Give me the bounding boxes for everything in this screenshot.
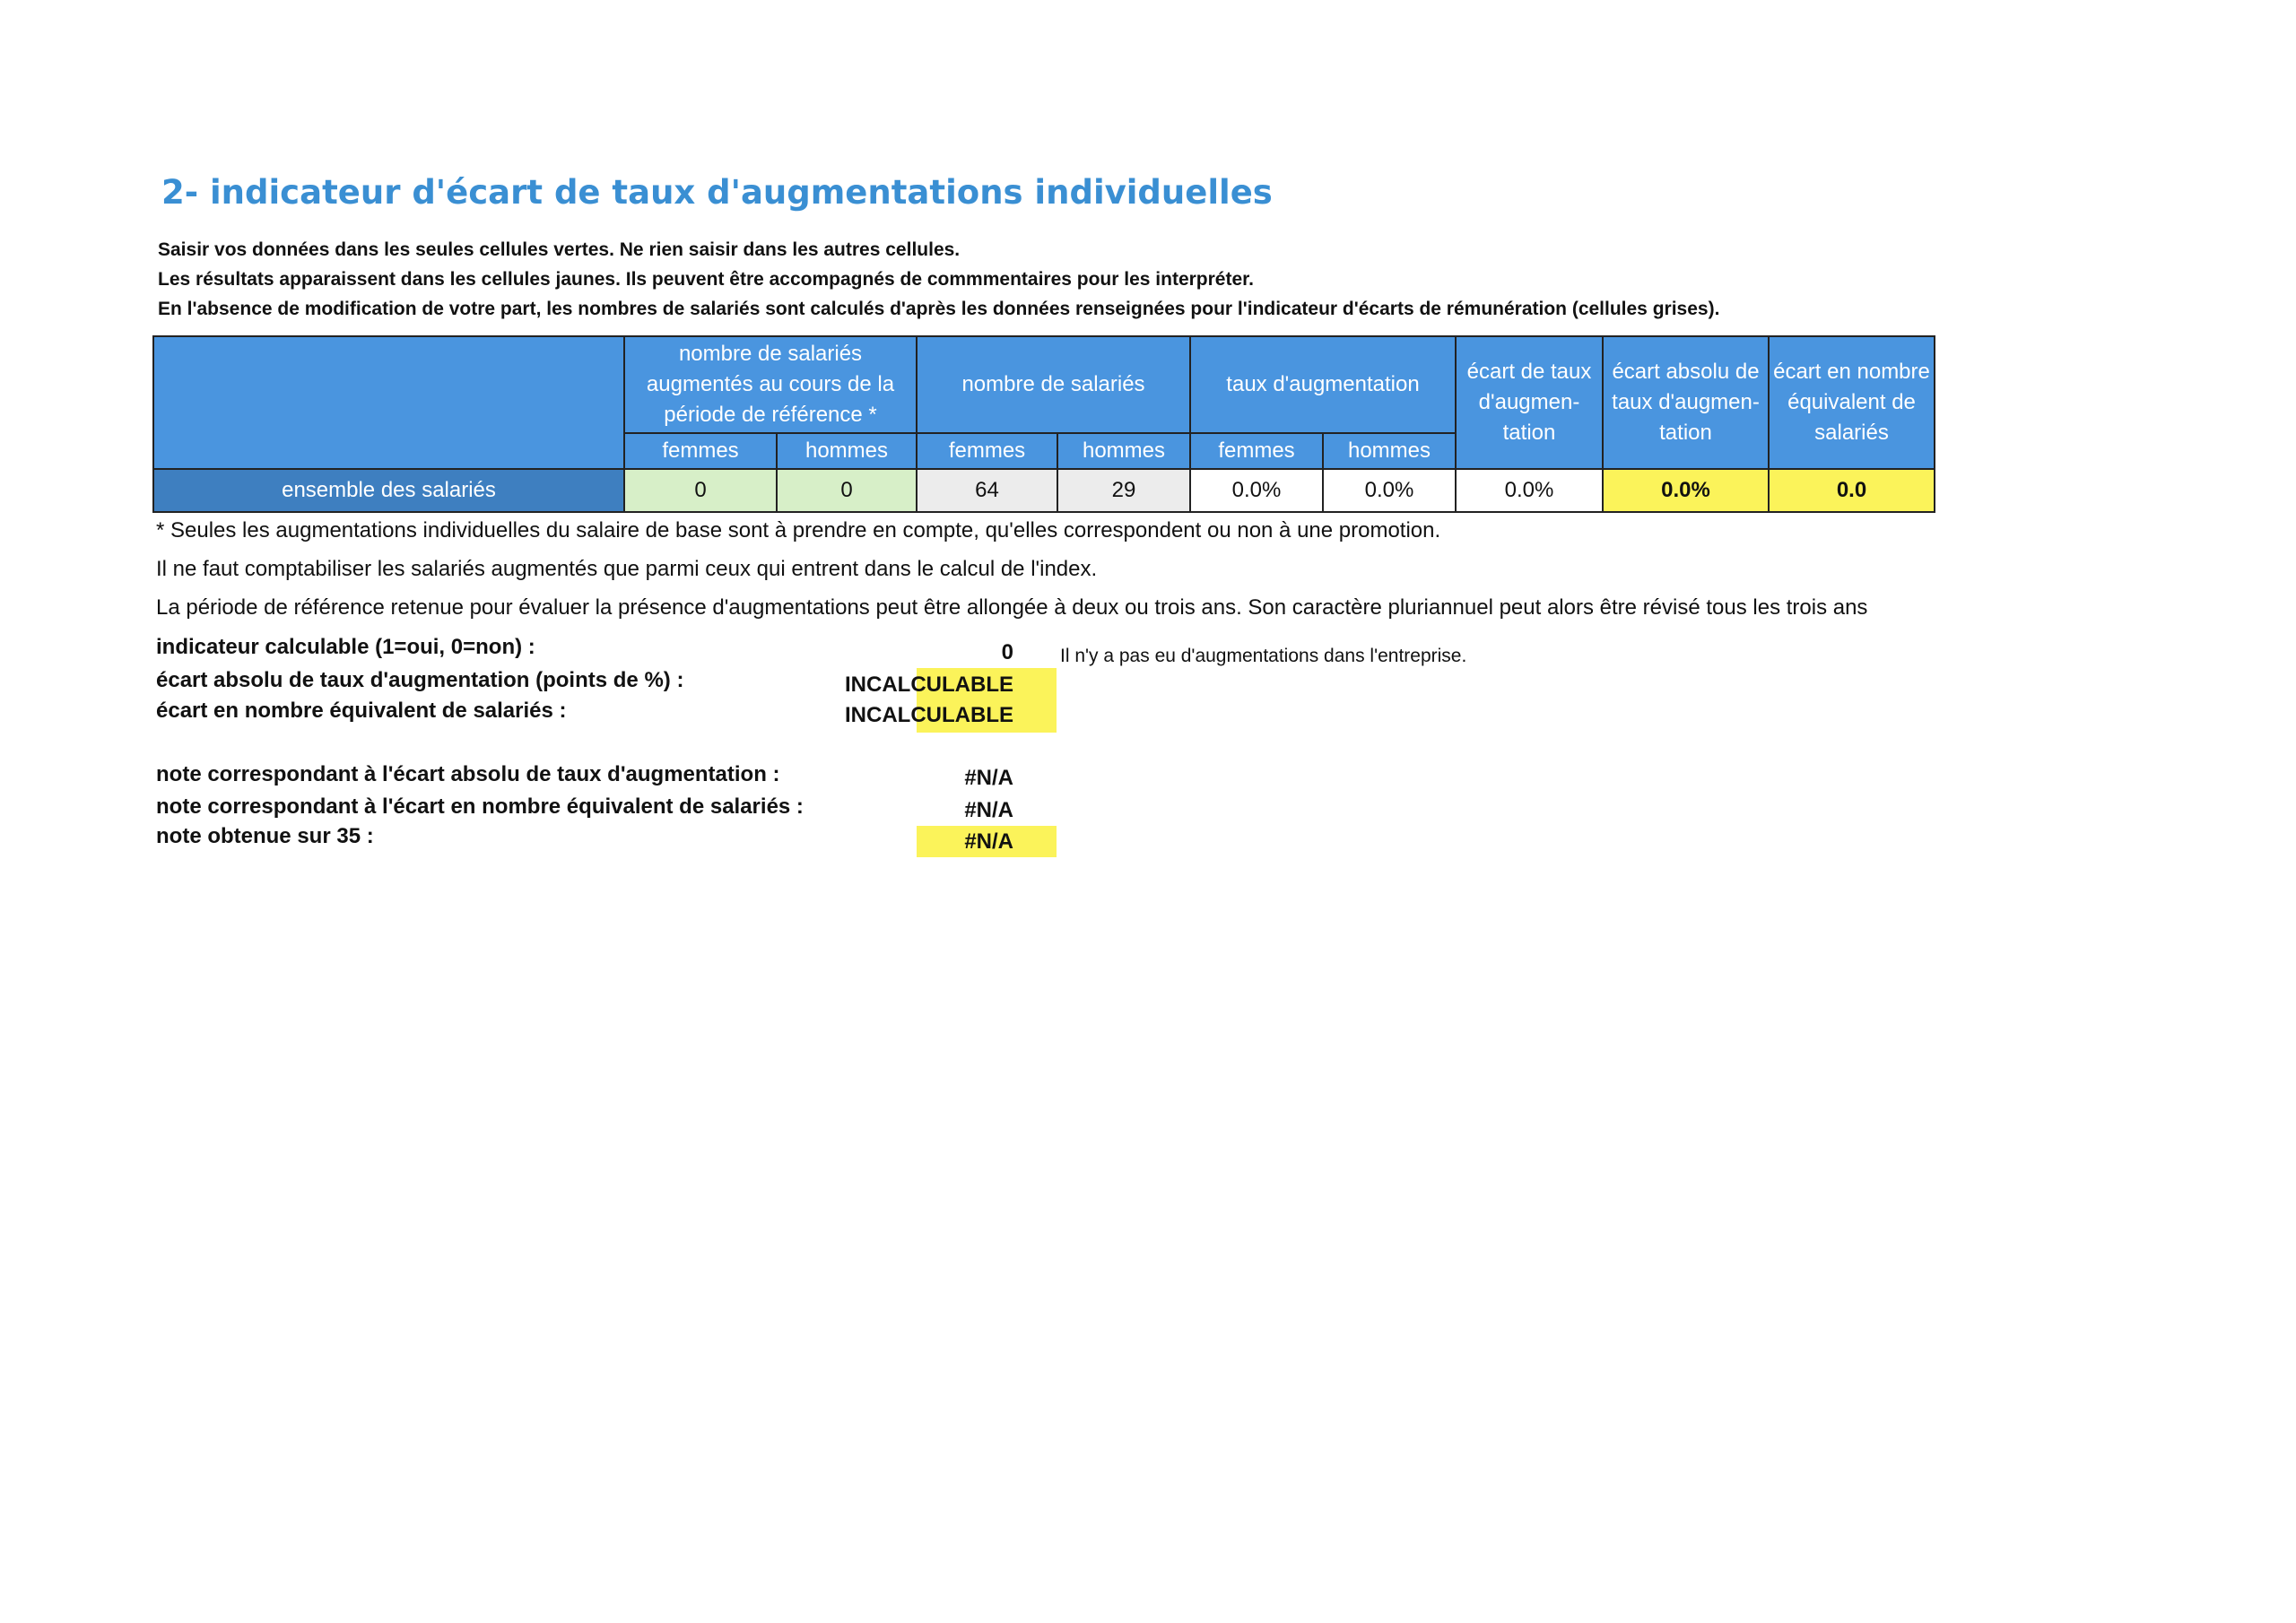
instruction-line: En l'absence de modification de votre part, les nombres de salariés sont calculés d'après les données renseignées pour l'indicateur d'écarts de rémunération (cellules grises). — [158, 299, 1720, 319]
rate-women-cell: 0.0% — [1190, 469, 1323, 512]
subheader-men: hommes — [777, 433, 917, 469]
note-total-label: note obtenue sur 35 : — [156, 824, 374, 848]
augmentation-table — [152, 335, 1935, 513]
footnote: * Seules les augmentations individuelles du salaire de base sont à prendre en compte, qu'elles correspondent ou non à une promotion. — [156, 518, 1441, 542]
note-abs-value: #N/A — [964, 766, 1013, 790]
gap-cell: 0.0% — [1456, 469, 1603, 512]
note-abs-label: note correspondant à l'écart absolu de taux d'augmentation : — [156, 762, 780, 786]
subheader-men: hommes — [1323, 433, 1456, 469]
note-equiv-value: #N/A — [964, 798, 1013, 822]
subheader-women: femmes — [1190, 433, 1323, 469]
abs-gap-value: INCALCULABLE — [845, 673, 1013, 697]
note-equiv-label: note correspondant à l'écart en nombre équivalent de salariés : — [156, 794, 804, 819]
abs-gap-label: écart absolu de taux d'augmentation (points de %) : — [156, 668, 684, 692]
header-abs-gap: écart absolu de taux d'augmen-tation — [1603, 336, 1769, 469]
subheader-women: femmes — [624, 433, 777, 469]
subheader-men: hommes — [1057, 433, 1190, 469]
note-total-value: #N/A — [964, 829, 1013, 854]
augmented-women-cell[interactable]: 0 — [624, 469, 777, 512]
employees-women-cell[interactable]: 64 — [917, 469, 1057, 512]
header-employees: nombre de salariés — [917, 336, 1190, 433]
calculable-value: 0 — [1001, 640, 1013, 664]
header-blank — [153, 336, 624, 469]
rate-men-cell: 0.0% — [1323, 469, 1456, 512]
header-equiv-gap: écart en nombre équivalent de salariés — [1769, 336, 1935, 469]
header-rate: taux d'augmentation — [1190, 336, 1456, 433]
equiv-gap-cell: 0.0 — [1769, 469, 1935, 512]
row-label: ensemble des salariés — [153, 469, 624, 512]
subheader-women: femmes — [917, 433, 1057, 469]
equiv-gap-label: écart en nombre équivalent de salariés : — [156, 699, 567, 723]
page-title: 2- indicateur d'écart de taux d'augmentations individuelles — [161, 173, 1273, 212]
augmented-men-cell[interactable]: 0 — [777, 469, 917, 512]
calculable-comment: Il n'y a pas eu d'augmentations dans l'entreprise. — [1060, 646, 1467, 666]
calculable-label: indicateur calculable (1=oui, 0=non) : — [156, 635, 535, 659]
header-gap: écart de taux d'augmen-tation — [1456, 336, 1603, 469]
footnote: La période de référence retenue pour évaluer la présence d'augmentations peut être allongée à deux ou trois ans. Son caractère pluriannuel peut alors être révisé tous les trois ans — [156, 595, 1868, 620]
instruction-line: Les résultats apparaissent dans les cellules jaunes. Ils peuvent être accompagnés de commmentaires pour les interpréter. — [158, 269, 1254, 290]
employees-men-cell[interactable]: 29 — [1057, 469, 1190, 512]
header-augmented: nombre de salariés augmentés au cours de la période de référence * — [624, 336, 917, 433]
instruction-line: Saisir vos données dans les seules cellules vertes. Ne rien saisir dans les autres cellules. — [158, 239, 961, 260]
footnote: Il ne faut comptabiliser les salariés augmentés que parmi ceux qui entrent dans le calcul de l'index. — [156, 557, 1098, 581]
equiv-gap-value: INCALCULABLE — [845, 703, 1013, 727]
abs-gap-cell: 0.0% — [1603, 469, 1769, 512]
